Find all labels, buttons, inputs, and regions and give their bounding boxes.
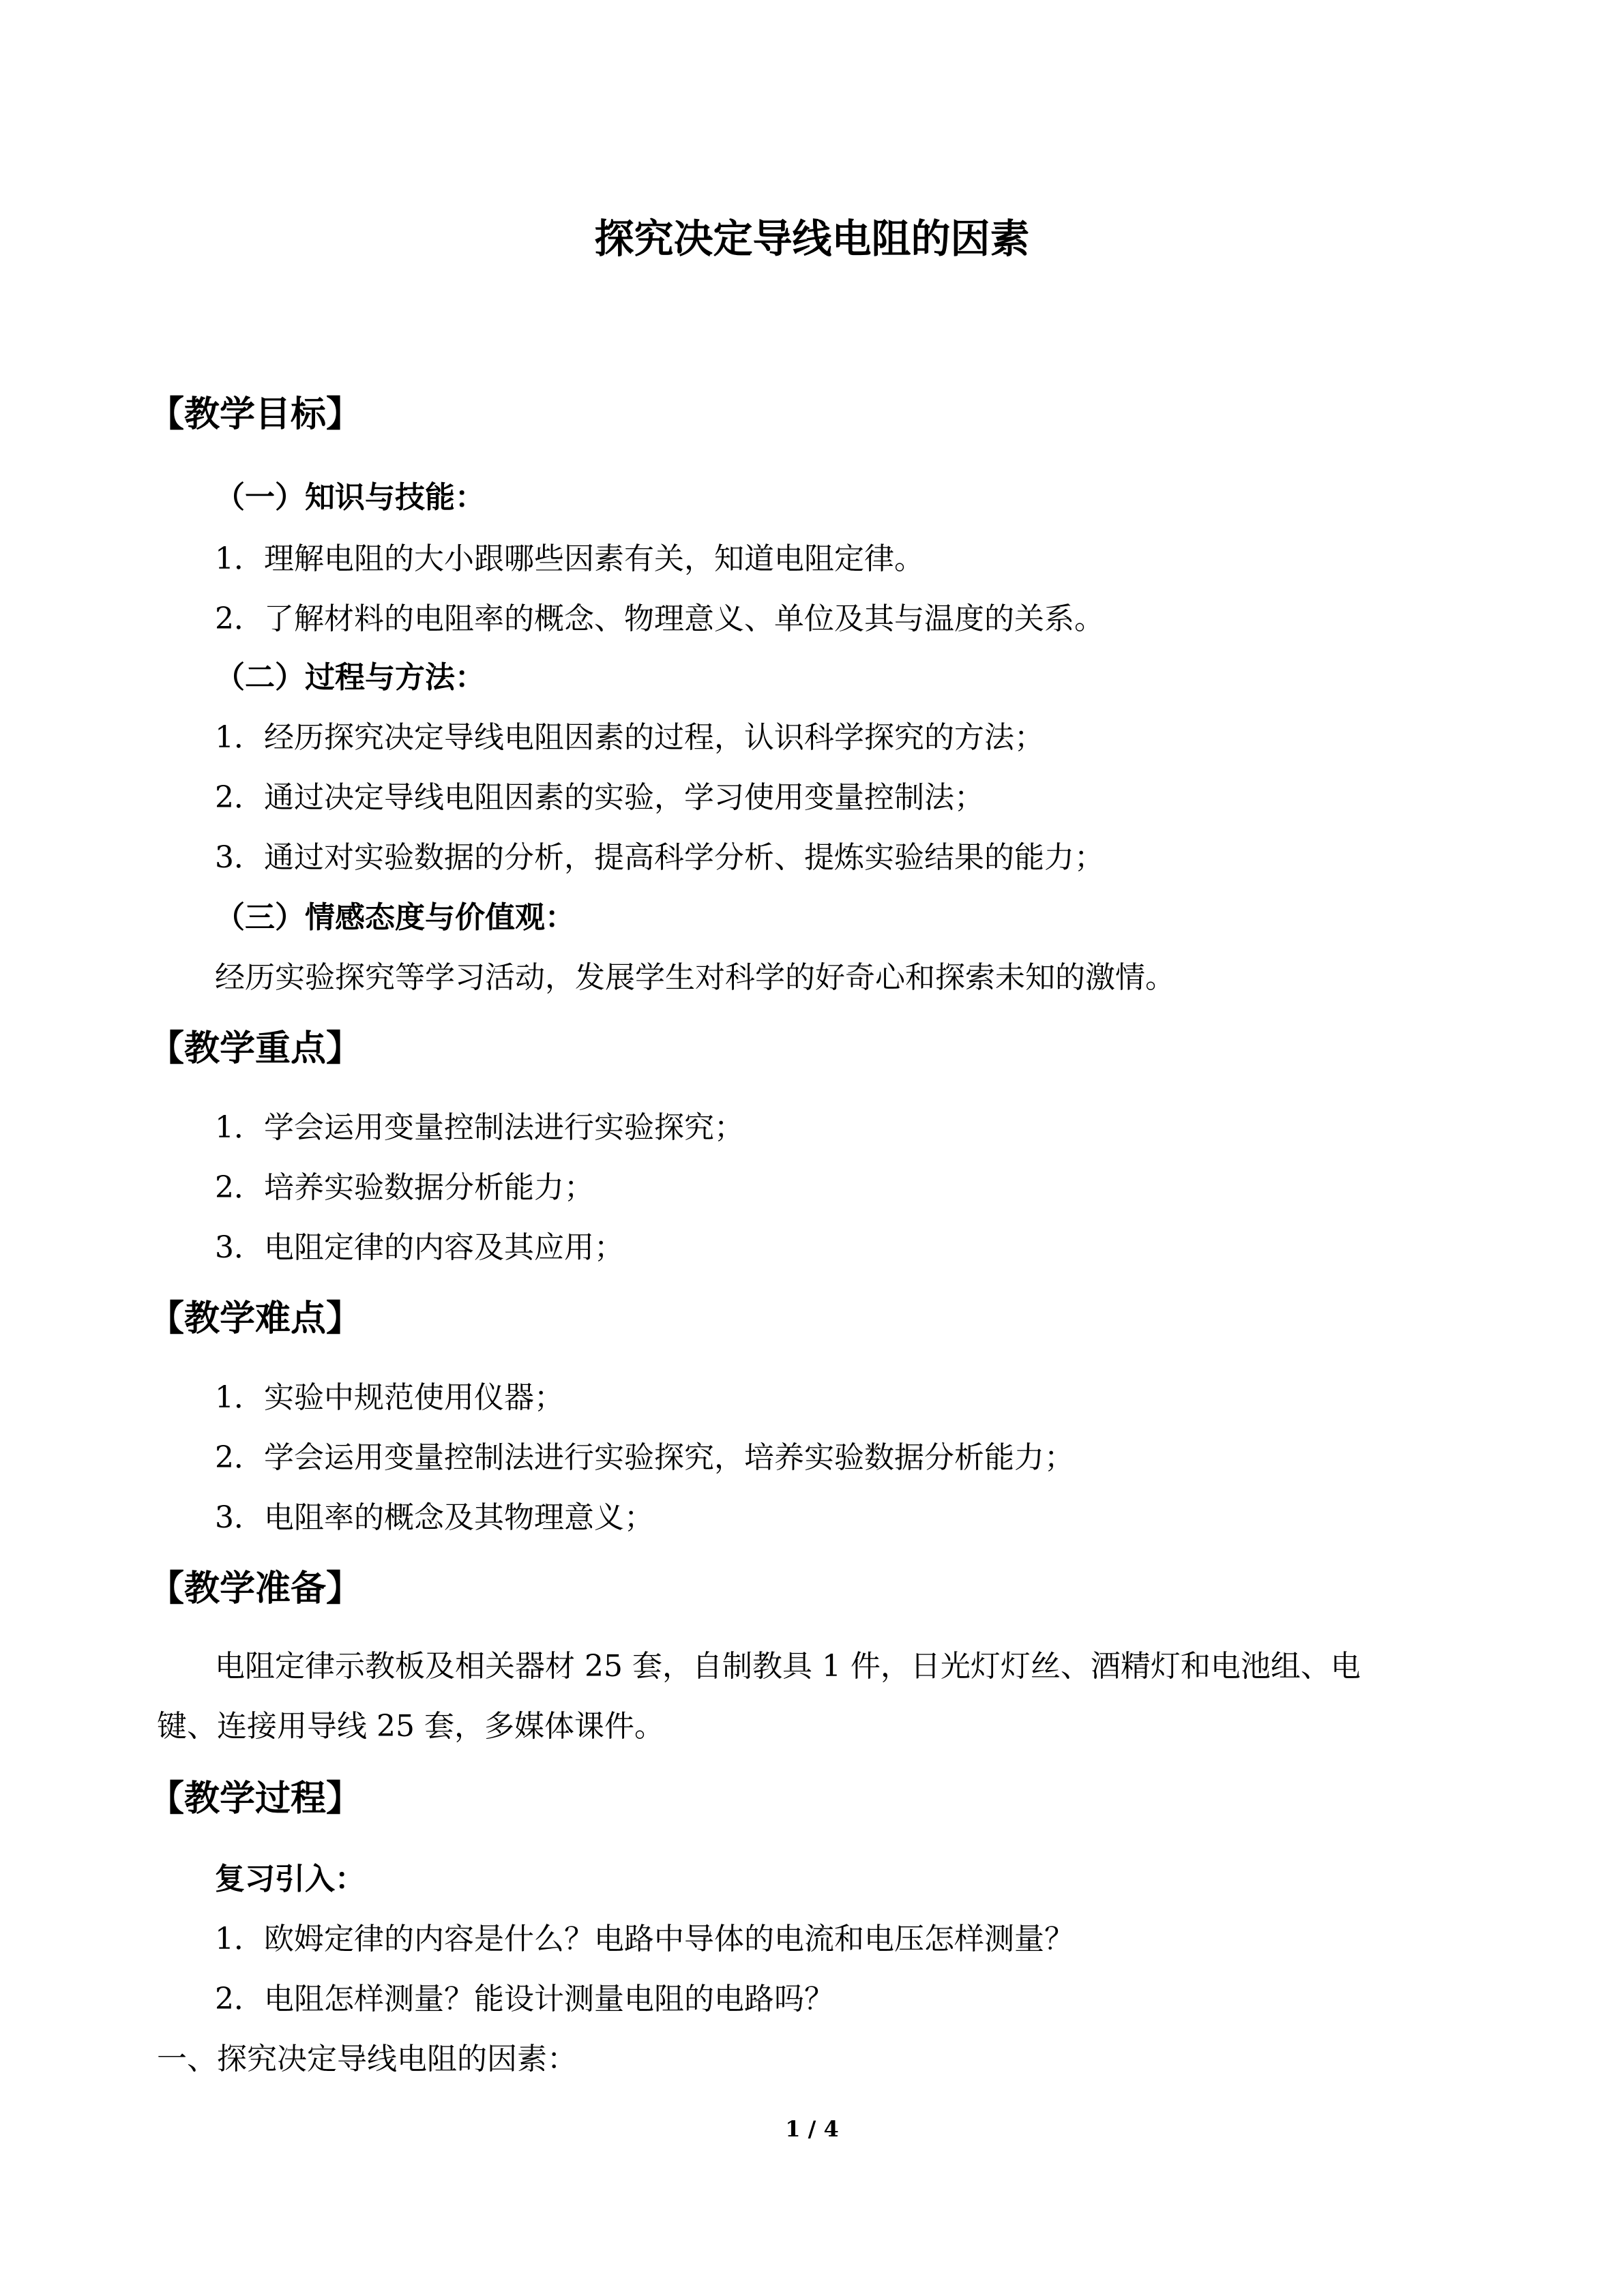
- objectives-part2-item: 2．通过决定导线电阻因素的实验，学习使用变量控制法；: [215, 780, 984, 815]
- section-heading-objectives: 【教学目标】: [149, 394, 362, 435]
- objectives-part2-title: （二）过程与方法：: [215, 660, 485, 695]
- process-part1-heading: 一、探究决定导线电阻的因素：: [157, 2042, 577, 2076]
- preparation-line: 电阻定律示教板及相关器材 25 套，自制教具 1 件，日光灯灯丝、酒精灯和电池组、电: [215, 1649, 1361, 1684]
- objectives-part2-item: 1．经历探究决定导线电阻因素的过程，认识科学探究的方法；: [215, 720, 1044, 755]
- section-heading-preparation: 【教学准备】: [149, 1568, 362, 1609]
- key-point-item: 3．电阻定律的内容及其应用；: [215, 1230, 624, 1265]
- section-heading-key-points: 【教学重点】: [149, 1028, 362, 1069]
- difficulty-item: 2．学会运用变量控制法进行实验探究，培养实验数据分析能力；: [215, 1440, 1074, 1475]
- objectives-part1-item: 1．理解电阻的大小跟哪些因素有关，知道电阻定律。: [215, 541, 924, 576]
- objectives-part3-title: （三）情感态度与价值观：: [215, 900, 575, 935]
- objectives-part3-text: 经历实验探究等学习活动，发展学生对科学的好奇心和探索未知的激情。: [215, 960, 1175, 995]
- objectives-part2-item: 3．通过对实验数据的分析，提高科学分析、提炼实验结果的能力；: [215, 840, 1104, 875]
- key-point-item: 1．学会运用变量控制法进行实验探究；: [215, 1110, 744, 1145]
- key-point-item: 2．培养实验数据分析能力；: [215, 1170, 594, 1205]
- document-title: 探究决定导线电阻的因素: [594, 215, 1030, 262]
- difficulty-item: 1．实验中规范使用仪器；: [215, 1380, 564, 1415]
- preparation-line: 键、连接用导线 25 套，多媒体课件。: [157, 1709, 664, 1744]
- section-heading-difficulties: 【教学难点】: [149, 1298, 362, 1339]
- page-number: 1 / 4: [785, 2116, 839, 2142]
- objectives-part1-item: 2．了解材料的电阻率的概念、物理意义、单位及其与温度的关系。: [215, 601, 1104, 636]
- difficulty-item: 3．电阻率的概念及其物理意义；: [215, 1500, 654, 1535]
- objectives-part1-title: （一）知识与技能：: [215, 480, 485, 515]
- process-review-item: 1．欧姆定律的内容是什么？电路中导体的电流和电压怎样测量？: [215, 1922, 1074, 1956]
- section-heading-process: 【教学过程】: [149, 1778, 362, 1819]
- process-review-title: 复习引入：: [215, 1862, 365, 1896]
- process-review-item: 2．电阻怎样测量？能设计测量电阻的电路吗？: [215, 1982, 834, 2016]
